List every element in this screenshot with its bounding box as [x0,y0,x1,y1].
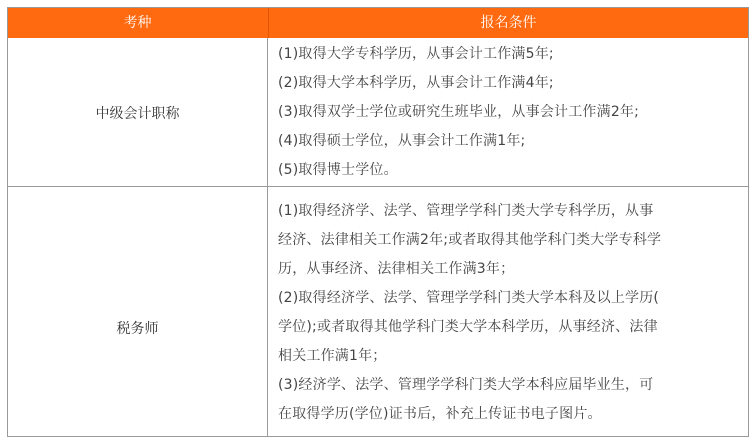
header-requirements: 报名条件 [268,8,748,38]
requirement-line: (4)取得硕士学位，从事会计工作满1年; [278,133,526,149]
requirements-table [7,7,749,437]
column-divider [267,38,268,436]
requirement-line: 相关工作满1年； [278,348,387,364]
table-header [8,8,748,38]
requirement-line: 在取得学历(学位)证书后，补充上传证书电子图片。 [278,406,602,422]
requirement-line: 历，从事经济、法律相关工作满3年； [278,261,515,277]
requirement-line: (1)取得经济学、法学、管理学学科门类大学专科学历，从事 [278,203,654,219]
requirement-line: (1)取得大学专科学历，从事会计工作满5年; [278,46,554,62]
requirement-line: (2)取得经济学、法学、管理学学科门类大学本科及以上学历( [278,290,660,306]
requirement-line: (5)取得博士学位。 [278,162,398,178]
requirements-list-intermediate-accounting [278,40,639,185]
exam-type-tax-agent: 税务师 [116,321,159,337]
requirement-line: 学位);或者取得其他学科门类大学本科学历，从事经济、法律 [278,319,658,335]
requirement-line: (2)取得大学本科学历，从事会计工作满4年; [278,75,554,91]
requirements-list-tax-agent [278,197,661,429]
header-exam-type: 考种 [123,15,152,31]
requirement-line: 经济、法律相关工作满2年;或者取得其他学科门类大学专科学 [278,232,662,248]
requirement-line: (3)取得双学士学位或研究生班毕业，从事会计工作满2年; [278,104,640,120]
requirement-line: (3)经济学、法学、管理学学科门类大学本科应届毕业生，可 [278,377,654,393]
exam-type-intermediate-accounting: 中级会计职称 [95,106,180,122]
row-divider [8,186,748,187]
